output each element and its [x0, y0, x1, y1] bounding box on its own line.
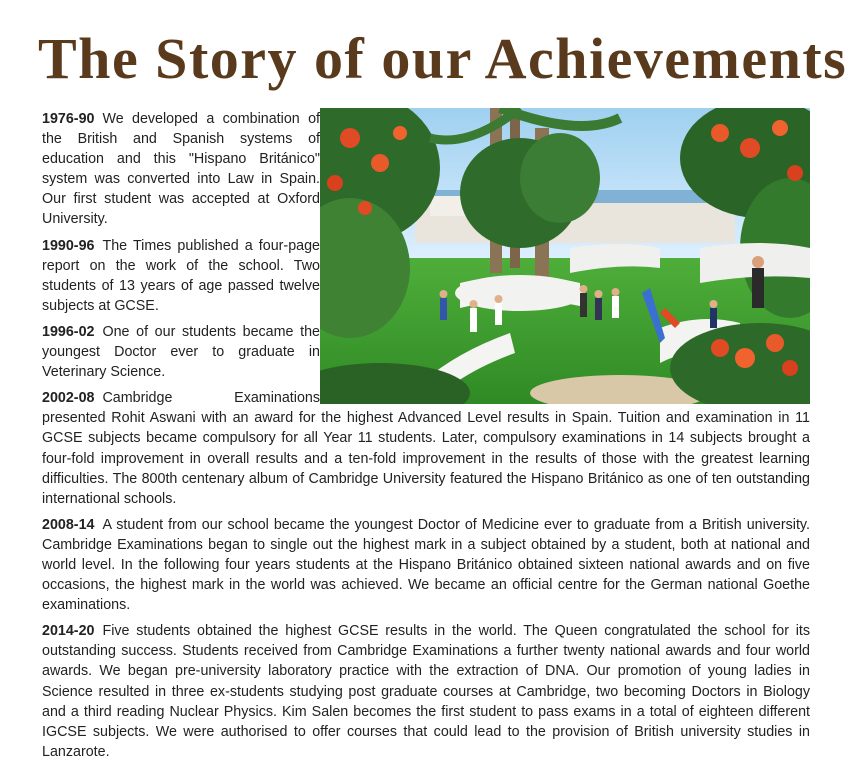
- page-title: The Story of our Achievements: [38, 26, 848, 91]
- photo-spacer: [330, 109, 810, 405]
- section-text: One of our students became the youngest Doctor ever to graduate in Veterinary Science.: [42, 323, 320, 381]
- section-2008-14: [42, 515, 810, 615]
- section-period: 2002-08: [42, 390, 95, 407]
- section-text: Five students obtained the highest GCSE results in the world. The Queen congratulated the school for its outstanding success. Students received from Cambridge Examinations a further twenty national awards and four world awards. We began pre-university laboratory practice with the extraction of DNA. Our promotion of young ladies in Science resulted in three ex-students studying post graduate courses at Cambridge, two becoming Doctors in Biology and a third reading Nuclear Physics. Kim Salen becomes the first student to pass exams in a total of eighteen different IGCSE subjects. We were authorised to offer courses that could lead to the provision of British university studies in Lanzarote.: [42, 623, 810, 760]
- section-period: 1996-02: [42, 323, 95, 340]
- section-text: A student from our school became the youngest Doctor of Medicine ever to graduate from a British university. Cambridge Examinations began to single out the highest mark in a subject obtained by a student, both at national and world level. In the following four years students at the Hispano Británico obtained sixteen national awards and on five occasions, the highest mark in the world was achieved. We became an official centre for the German national Goethe examinations.: [42, 516, 810, 614]
- section-period: 2014-20: [42, 623, 95, 640]
- section-text: We developed a combination of the British and Spanish systems of education and this "Hispano Británico" system was converted into Law in Spain. Our first student was accepted at Oxford University.: [42, 111, 320, 228]
- section-text: Cambridge Examinations presented Rohit Aswani with an award for the highest Advanced Level results in Spain. Tuition and examination in 11 GCSE subjects became compulsory for all Year 11 students. Later, compulsory examinations in 14 subjects brought a four-fold improvement in overall results and a ten-fold improvement in the results of those with the greatest learning difficulties. The 800th centenary album of Cambridge University featured the Hispano Británico as one of ten outstanding international schools.: [42, 390, 810, 507]
- section-2002-08: [42, 388, 810, 509]
- section-period: 1976-90: [42, 111, 95, 127]
- achievements-text: [42, 109, 810, 768]
- section-text: The Times published a four-page report on the work of the school. Two students of 13 years of age passed twelve subjects at GCSE.: [42, 237, 320, 314]
- section-period: 2008-14: [42, 516, 95, 533]
- section-period: 1990-96: [42, 237, 95, 254]
- section-2014-20: [42, 621, 810, 762]
